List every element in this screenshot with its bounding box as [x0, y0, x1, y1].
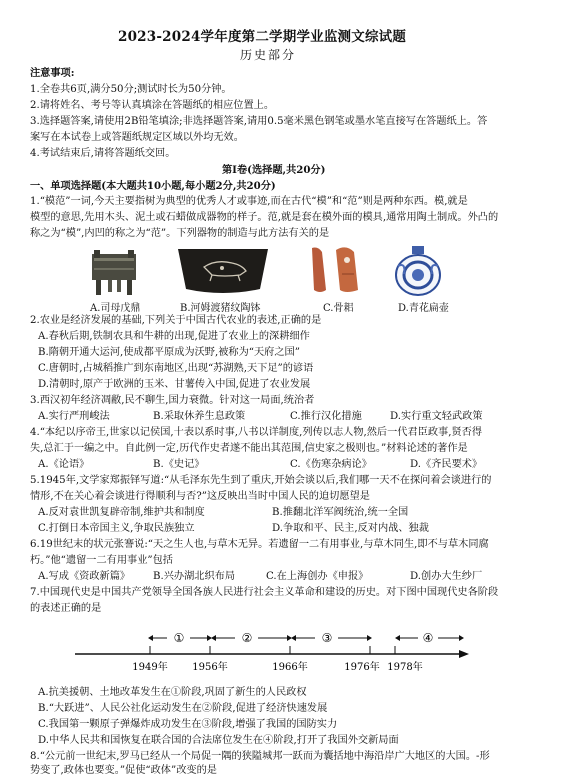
stage-label: ③ — [321, 631, 333, 645]
year-label: 1978年 — [387, 662, 423, 673]
q1-stem-line: 1.“模范”一词,今天主要指树为典型的优秀人才或事迹,而在古代“模”和“范”则是两种东西。模,就是 — [30, 196, 468, 207]
q4-option-d: D.《齐民要术》 — [410, 459, 483, 470]
page-title: 2023-2024学年度第二学期学业监测文综试题 — [118, 29, 407, 45]
q6-option-c: C.在上海创办《申报》 — [266, 571, 369, 582]
q8-stem-line: 8.“公元前一世纪末,罗马已经从一个局促一隅的狭隘城邦一跃而为囊括地中海沿岸广大地区的大国。-形 — [30, 751, 490, 762]
blue-white-flask-image — [392, 246, 444, 296]
notice-item: 案写在本试卷上或答题纸规定区域以外均无效。 — [30, 132, 244, 143]
q5-option-c: C.打倒日本帝国主义,争取民族独立 — [38, 523, 195, 534]
year-label: 1949年 — [132, 662, 168, 673]
q7-option-c: C.我国第一颗原子弹爆炸成功发生在③阶段,增强了我国的国防实力 — [38, 719, 338, 730]
page-subtitle: 历史部分 — [240, 48, 297, 62]
part1-heading: 第Ⅰ卷(选择题,共20分) — [222, 164, 326, 176]
q4-stem-line: 4.“本纪以序帝王,世家以记侯国,十表以系时事,八书以详制度,列传以志人物,然后一代君臣政事,贤否得 — [30, 427, 483, 438]
q7-option-b: B.“大跃进”、人民公社化运动发生在②阶段,促进了经济快速发展 — [38, 703, 328, 714]
notice-item: 2.请将姓名、考号等认真填涂在答题纸的相应位置上。 — [30, 100, 275, 111]
q8-stem-line: 势变了,政体也要变。”促使“政体”改变的是 — [30, 765, 217, 776]
q6-option-d: D.创办大生纱厂 — [410, 571, 483, 582]
q1-option-c: C.骨耜 — [323, 303, 354, 314]
q2-stem: 2.农业是经济发展的基础,下列关于中国古代农业的表述,正确的是 — [30, 315, 322, 326]
q6-stem-line: 6.19世纪末的状元张謇说:“天之生人也,与草木无异。若遗留一二有用事业,与草木同生,即不与草木同腐 — [30, 539, 489, 550]
q3-option-b: B.采取休养生息政策 — [153, 411, 246, 422]
q1-option-d: D.青花扁壶 — [398, 303, 449, 314]
notice-item: 1.全卷共6页,满分50分;测试时长为50分钟。 — [30, 84, 232, 95]
q7-stem-line: 7.中国现代史是中国共产党领导全国各族人民进行社会主义革命和建设的历史。对下图中国现代史各阶段 — [30, 587, 499, 598]
q2-option-c: C.唐朝时,占城稻推广到东南地区,出现“苏湖熟,天下足”的谚语 — [38, 363, 314, 374]
q3-stem: 3.西汉初年经济凋敝,民不聊生,国力衰微。针对这一局面,统治者 — [30, 395, 315, 406]
q1-stem-line: 模型的意思,先用木头、泥土或石蜡做成器物的样子。范,就是套在模外面的模具,通常用陶土制成。外凸的 — [30, 212, 499, 223]
q1-option-a: A.司母戊鼎 — [90, 303, 141, 314]
q6-stem-line: 朽。”他“遗留一二有用事业”包括 — [30, 555, 173, 566]
stage-label: ④ — [422, 631, 434, 645]
q2-option-d: D.清朝时,原产于欧洲的玉米、甘薯传入中国,促进了农业发展 — [38, 379, 311, 390]
q4-option-b: B.《史记》 — [153, 459, 205, 470]
q7-option-d: D.中华人民共和国恢复在联合国的合法席位发生在④阶段,打开了我国外交新局面 — [38, 735, 399, 746]
q5-stem-line: 5.1945年,文学家郑振铎写道:“从毛泽东先生到了重庆,开始会谈以后,我们哪一天不在探问着会谈进行的 — [30, 475, 492, 486]
q1-stem-line: 称之为“模”,内凹的称之为“范”。下列器物的制造与此方法有关的是 — [30, 228, 330, 239]
q5-stem-line: 情形,不在关心着会谈进行得顺利与否?”这反映出当时中国人民的迫切愿望是 — [30, 491, 370, 502]
q2-option-a: A.春秋后期,铁制农具和牛耕的出现,促进了农业上的深耕细作 — [38, 331, 310, 342]
q7-option-a: A.抗美援朝、土地改革发生在①阶段,巩固了新生的人民政权 — [38, 687, 307, 698]
q7-stem-line: 的表述正确的是 — [30, 603, 102, 614]
q3-option-c: C.推行汉化措施 — [290, 411, 362, 422]
notice-heading: 注意事项: — [30, 67, 75, 79]
q5-option-b: B.推翻北洋军阀统治,统一全国 — [272, 507, 409, 518]
simuwu-ding-image — [88, 250, 140, 296]
stage-label: ① — [173, 631, 185, 645]
q4-stem-line: 失,总汇于一编之中。自此例一定,历代作史者遂不能出其范围,信史家之极则也。”材料论述的著作是 — [30, 443, 468, 454]
q4-option-a: A.《论语》 — [38, 459, 90, 470]
notice-item: 4.考试结束后,请将答题纸交回。 — [30, 148, 176, 159]
section-heading: 一、单项选择题(本大题共10小题,每小题2分,共20分) — [30, 180, 276, 192]
bone-spade-image — [306, 244, 366, 296]
q3-option-a: A.实行严刑峻法 — [38, 411, 110, 422]
q4-option-c: C.《伤寒杂病论》 — [290, 459, 372, 470]
timeline-arrow — [459, 650, 469, 658]
pottery-bowl-image — [176, 245, 270, 295]
year-label: 1956年 — [192, 662, 228, 673]
notice-item: 3.选择题答案,请使用2B铅笔填涂;非选择题答案,请用0.5毫米黑色钢笔或墨水笔直接写在答题纸上。答 — [30, 116, 488, 127]
q6-option-b: B.兴办湖北织布局 — [153, 571, 236, 582]
history-timeline — [75, 624, 475, 684]
q5-option-d: D.争取和平、民主,反对内战、独裁 — [272, 523, 429, 534]
q1-option-b: B.河姆渡猪纹陶钵 — [180, 303, 261, 314]
year-label: 1966年 — [272, 662, 308, 673]
q2-option-b: B.隋朝开通大运河,使成都平原成为沃野,被称为“天府之国” — [38, 347, 300, 358]
year-label: 1976年 — [344, 662, 380, 673]
q5-option-a: A.反对袁世凯复辟帝制,维护共和制度 — [38, 507, 205, 518]
q3-option-d: D.实行重文轻武政策 — [390, 411, 483, 422]
q6-option-a: A.写成《资政新篇》 — [38, 571, 131, 582]
stage-label: ② — [241, 631, 253, 645]
